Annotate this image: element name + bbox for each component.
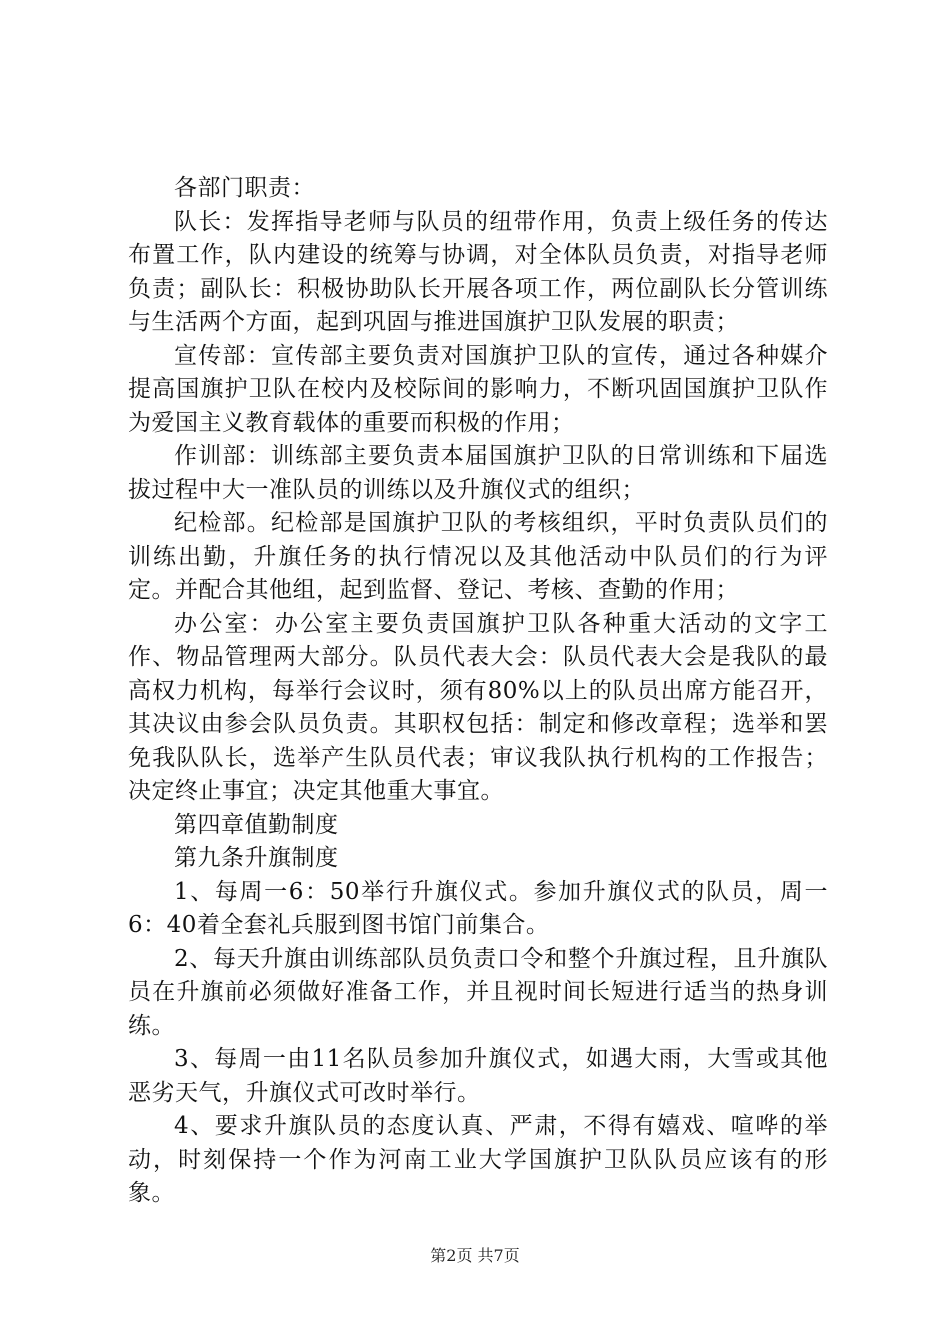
paragraph-office: 办公室：办公室主要负责国旗护卫队各种重大活动的文字工作、物品管理两大部分。队员代表大会：队员代表大会是我队的最高权力机构，每举行会议时，须有80%以上的队员出席方能召开，其决议由参会队员负责。其职权包括：制定和修改章程；选举和罢免我队队长，选举产生队员代表；审议我队执行机构的工作报告；决定终止事宜；决定其他重大事宜。 bbox=[128, 610, 828, 804]
paragraph-training-dept: 作训部：训练部主要负责本届国旗护卫队的日常训练和下届选拔过程中大一准队员的训练以及升旗仪式的组织； bbox=[128, 443, 828, 503]
paragraph-publicity-dept: 宣传部：宣传部主要负责对国旗护卫队的宣传，通过各种媒介提高国旗护卫队在校内及校际间的影响力，不断巩固国旗护卫队作为爱国主义教育载体的重要而积极的作用； bbox=[128, 342, 828, 436]
page-number: 第2页 共7页 bbox=[430, 1246, 520, 1265]
rule-item-1: 1、每周一6：50举行升旗仪式。参加升旗仪式的队员，周一6：40着全套礼兵服到图书馆门前集合。 bbox=[128, 878, 828, 938]
rule-item-2: 2、每天升旗由训练部队员负责口令和整个升旗过程，且升旗队员在升旗前必须做好准备工作，并且视时间长短进行适当的热身训练。 bbox=[128, 945, 828, 1039]
paragraph-captain-duties: 队长：发挥指导老师与队员的纽带作用，负责上级任务的传达布置工作，队内建设的统筹与协调，对全体队员负责，对指导老师负责；副队长：积极协助队长开展各项工作，两位副队长分管训练与生活两个方面，起到巩固与推进国旗护卫队发展的职责； bbox=[128, 208, 828, 335]
paragraph-heading-departments: 各部门职责： bbox=[174, 175, 315, 201]
rule-item-4: 4、要求升旗队员的态度认真、严肃，不得有嬉戏、喧哗的举动，时刻保持一个作为河南工业大学国旗护卫队队员应该有的形象。 bbox=[128, 1113, 828, 1206]
article-heading: 第九条升旗制度 bbox=[174, 845, 339, 871]
rule-item-3: 3、每周一由11名队员参加升旗仪式，如遇大雨，大雪或其他恶劣天气，升旗仪式可改时举行。 bbox=[128, 1046, 828, 1106]
document-body bbox=[128, 172, 828, 1211]
paragraph-discipline-dept: 纪检部。纪检部是国旗护卫队的考核组织，平时负责队员们的训练出勤，升旗任务的执行情况以及其他活动中队员们的行为评定。并配合其他组，起到监督、登记、考核、查勤的作用； bbox=[128, 510, 828, 603]
chapter-heading: 第四章值勤制度 bbox=[174, 811, 339, 838]
